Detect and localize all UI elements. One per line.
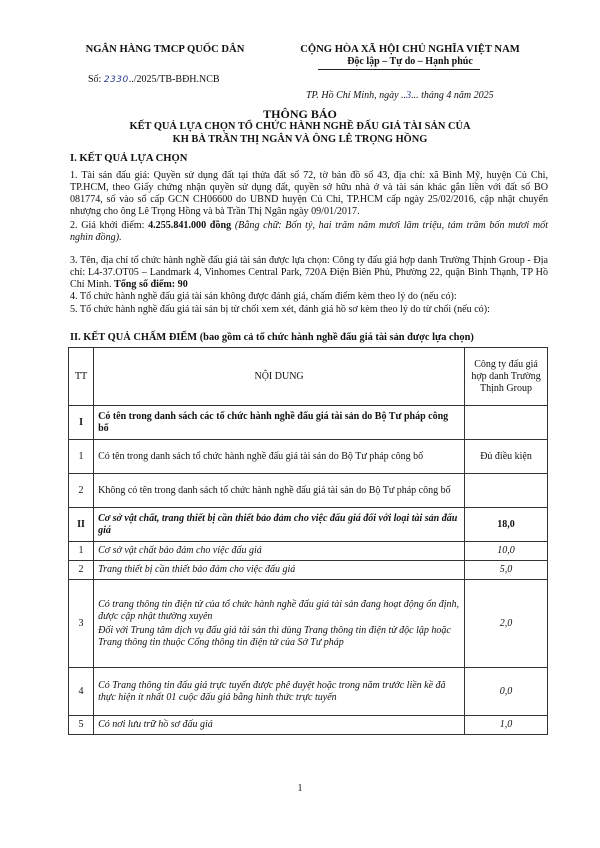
table-row — [69, 668, 548, 716]
total-score: Tổng số điểm: 90 — [114, 279, 188, 291]
row-content: Trang thiết bị cần thiết bảo đảm cho việc đấu giá — [94, 561, 465, 580]
doc-no-handwritten: 2330 — [103, 75, 129, 85]
row-tt: 2 — [69, 474, 94, 508]
doc-no-prefix: Số: — [88, 74, 104, 85]
row-tt: 2 — [69, 561, 94, 580]
date-handwritten: 3 — [406, 90, 412, 101]
national-header — [270, 44, 550, 67]
starting-price-words: (Bằng chữ: Bốn tỷ, hai trăm năm mươi lăm triệu, tám trăm bốn mươi mốt nghìn đồng). — [70, 220, 548, 244]
starting-price-amount: 4.255.841.000 đồng — [148, 220, 232, 231]
rejected-note: 5. Tổ chức hành nghề đấu giá tài sản bị từ chối xem xét, đánh giá hồ sơ kèm theo lý do từ chối (nếu có): — [70, 304, 490, 315]
row-score — [465, 406, 548, 440]
header-tt: TT — [69, 348, 94, 406]
place-date-suffix: ... tháng 4 năm 2025 — [411, 90, 494, 101]
row-tt: 1 — [69, 542, 94, 561]
country-name: CỘNG HÒA XÃ HỘI CHỦ NGHĨA VIỆT NAM — [300, 44, 520, 55]
section2-heading-paren: (bao gồm cả tổ chức hành nghề đấu giá tài sản được lựa chọn) — [197, 332, 474, 343]
row-content-note: Đối với Trung tâm dịch vụ đấu giá tài sản thì dùng Trang thông tin điện tử độc lập hoặc Trang thông tin thuộc Cổng thông tin điện tử của Sở Tư pháp — [98, 624, 451, 648]
asset-description: 1. Tài sản đấu giá: Quyền sử dụng đất tại thửa đất số 72, tờ bản đồ số 43, địa chỉ: xã Bình Mỹ, huyện Củ Chi, TP.HCM, theo Giấy chứng nhận quyền sử dụng đất, quyền sở hữu nhà ở và tài sản khác gắn liền với đất số BO 081774, số vào sổ cấp GCN CH06600 do UBND huyện Củ Chi, TP.HCM cấp ngày 25/02/2016, cập nhật chuyển nhượng cho ông Lê Trọng Hồng và bà Trần Thị Ngân ngày 09/01/2017. — [70, 170, 548, 218]
row-content: Cơ sở vật chất, trang thiết bị cần thiết bảo đảm cho việc đấu giá đối với loại tài sản đấu giá — [94, 508, 465, 542]
row-tt: 5 — [69, 716, 94, 735]
scoring-table — [68, 347, 548, 735]
table-row — [69, 561, 548, 580]
section2-heading — [70, 332, 550, 343]
table-header-row — [69, 348, 548, 406]
header-content: NỘI DUNG — [94, 348, 465, 406]
place-and-date — [306, 90, 494, 101]
selected-organization — [70, 255, 548, 291]
document-subtitle-line2: KH BÀ TRẦN THỊ NGÂN VÀ ÔNG LÊ TRỌNG HỒNG — [172, 134, 428, 145]
selected-organization-text: 3. Tên, địa chỉ tổ chức hành nghề đấu giá tài sản được lựa chọn: Công ty đấu giá hợp danh Trường Thịnh Group - Địa chỉ: L4-37.OT05 – Landmark 4, Vinhomes Central Park, 720A Điện Biên Phủ, Phường 22, quận Bình Thạnh, TP Hồ Chí Minh. — [70, 255, 548, 291]
row-score — [465, 474, 548, 508]
row-score: 2,0 — [465, 580, 548, 668]
motto-underline — [318, 69, 480, 70]
row-score: 18,0 — [465, 508, 548, 542]
page-number: 1 — [297, 783, 303, 794]
table-row — [69, 542, 548, 561]
table-row — [69, 580, 548, 668]
row-score: Đủ điều kiện — [465, 440, 548, 474]
table-row — [69, 406, 548, 440]
section2-heading-main: II. KẾT QUẢ CHẤM ĐIỂM — [70, 332, 198, 343]
document-title: THÔNG BÁO — [263, 107, 337, 121]
doc-no-suffix: ../2025/TB-BĐH.NCB — [128, 74, 220, 85]
row-content — [94, 580, 465, 668]
row-tt: II — [69, 508, 94, 542]
row-tt: I — [69, 406, 94, 440]
table-row — [69, 440, 548, 474]
row-tt: 3 — [69, 580, 94, 668]
row-score: 5,0 — [465, 561, 548, 580]
row-content: Có Trang thông tin đấu giá trực tuyến được phê duyệt hoặc trong năm trước liền kề đã thực hiện ít nhất 01 cuộc đấu giá bằng hình thức trực tuyến — [94, 668, 465, 716]
header-company: Công ty đấu giá hợp danh Trường Thịnh Group — [465, 348, 548, 406]
table-row — [69, 508, 548, 542]
document-subtitle-line1: KẾT QUẢ LỰA CHỌN TỔ CHỨC HÀNH NGHỀ ĐẤU GIÁ TÀI SẢN CỦA — [129, 121, 471, 132]
row-content: Có tên trong danh sách tổ chức hành nghề đấu giá tài sản do Bộ Tư pháp công bố — [94, 440, 465, 474]
row-score: 10,0 — [465, 542, 548, 561]
row-tt: 1 — [69, 440, 94, 474]
row-score: 0,0 — [465, 668, 548, 716]
row-score: 1,0 — [465, 716, 548, 735]
row-content: Không có tên trong danh sách tổ chức hành nghề đấu giá tài sản do Bộ Tư pháp công bố — [94, 474, 465, 508]
table-row — [69, 474, 548, 508]
place-date-prefix: TP. Hồ Chí Minh, ngày .. — [306, 90, 407, 101]
row-content: Có nơi lưu trữ hồ sơ đấu giá — [94, 716, 465, 735]
row-content: Có tên trong danh sách các tổ chức hành nghề đấu giá tài sản do Bộ Tư pháp công bố — [94, 406, 465, 440]
document-number — [88, 74, 220, 85]
not-evaluated-note: 4. Tổ chức hành nghề đấu giá tài sản không được đánh giá, chấm điểm kèm theo lý do (nếu có): — [70, 291, 457, 302]
issuer-name: NGÂN HÀNG TMCP QUỐC DÂN — [85, 44, 245, 55]
table-row — [69, 716, 548, 735]
row-tt: 4 — [69, 668, 94, 716]
row-content-main: Có trang thông tin điện tử của tổ chức hành nghề đấu giá tài sản đang hoạt động ổn định, được cập nhật thường xuyên — [98, 598, 459, 622]
starting-price-label: 2. Giá khởi điểm: — [70, 220, 149, 231]
national-motto: Độc lập – Tự do – Hạnh phúc — [347, 56, 473, 67]
starting-price — [70, 220, 548, 244]
row-content: Cơ sở vật chất bảo đảm cho việc đấu giá — [94, 542, 465, 561]
section1-heading: I. KẾT QUẢ LỰA CHỌN — [70, 153, 188, 164]
